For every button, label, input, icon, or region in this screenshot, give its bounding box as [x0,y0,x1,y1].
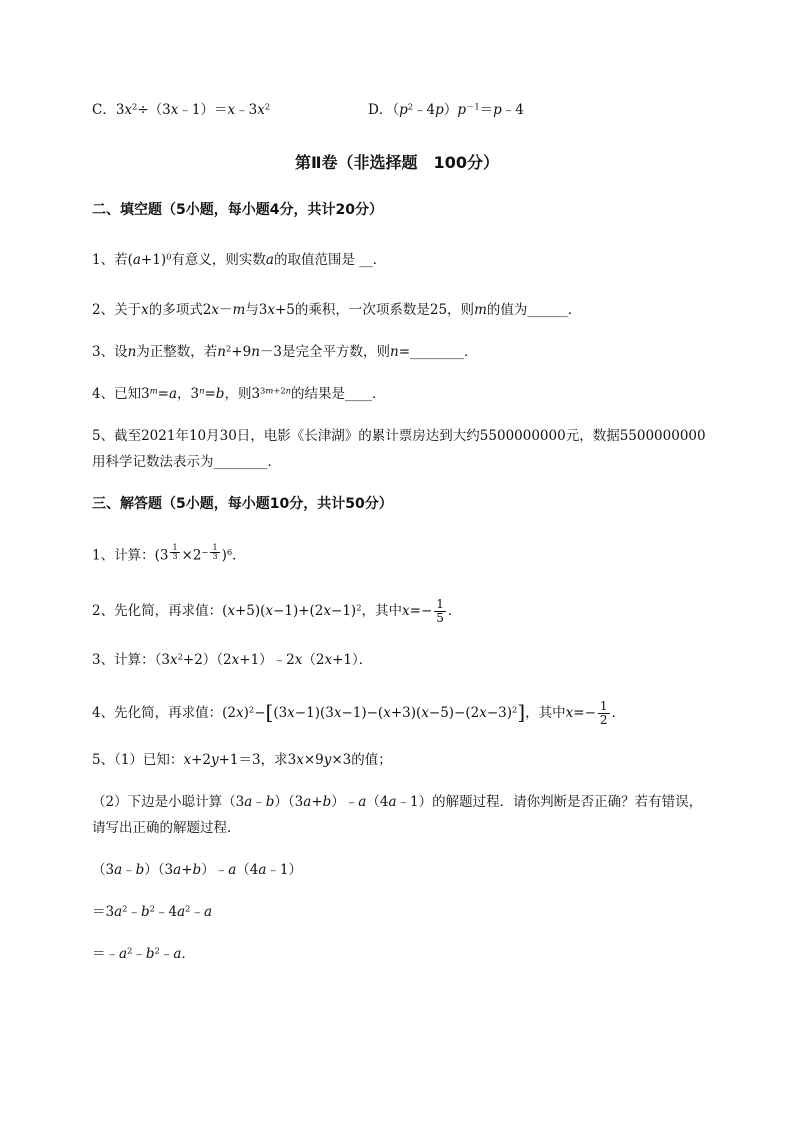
working-step-1: （3a﹣b）（3a+b）﹣a（4a﹣1） [92,862,302,878]
option-d: D．$(p^2﹣4p)p^{-1}=p﹣4$ [368,101,524,118]
option-c: C．$3x^2\div(3x﹣1)=x﹣3x^2$ [92,101,271,118]
working-step-3: $=﹣a^2﹣b^2﹣a$． [92,945,195,962]
solve-question-5-part-2-line-2: 请写出正确的解题过程． [92,820,241,836]
fill-question-2: 2、关于x的多项式2x－m与3x+5的乘积，一次项系数是25，则m的值为______． [92,302,582,318]
working-step-2: $=3a^2﹣b^2﹣4a^2﹣a$ [92,903,213,920]
solve-question-4: 4、先化简，再求值：$(2x)^2-[(3x-1)(3x-1)-(x+3)(x-5)-(2x-3)^2]$，其中x=− $\frac{1}{2}$ ． [92,699,626,727]
solve-question-1: 1、计算：(3 $^{\frac{1}{3}}$ $\times 2^{- \frac{1}{3}}$ )$^6$． [92,543,246,564]
fill-question-4: 4、已知$3^m=a$，$3^n=b$，则$3^{3m+2n}$的结果是____． [92,385,386,402]
solve-question-5-part-1: 5、（1）已知：x+2y+1＝3，求3x×9y×3的值； [92,752,392,768]
solve-question-3: 3、计算：$(3x^2+2)(2x+1)﹣2x(2x+1)$． [92,651,373,668]
fill-question-5-line-1: 5、截至2021年10月30日，电影《长津湖》的累计票房达到大约5500000000元，数据5500000000 [92,428,706,444]
solve-question-2: 2、先化简，再求值：$(x+5)(x-1)+(2x-1)^2$，其中x=− $\frac{1}{5}$ ． [92,597,462,625]
fill-question-3: 3、设n为正整数，若$n^2+9n-3$是完全平方数，则n=________． [92,343,478,360]
section-3-heading: 三、解答题（5小题，每小题10分，共计50分） [92,496,393,512]
fill-question-5-line-2: 用科学记数法表示为________． [92,454,281,470]
fill-question-1: 1、若$(a+1)^0$有意义，则实数a的取值范围是 __． [92,251,387,268]
section-2-heading: 二、填空题（5小题，每小题4分，共计20分） [92,202,383,218]
part-2-title: 第Ⅱ卷（非选择题 100分） [295,153,499,172]
solve-question-5-part-2-line-1: （2）下边是小聪计算（3a﹣b）（3a+b）﹣a（4a﹣1）的解题过程．请你判断是否正确？若有错误， [92,794,703,810]
